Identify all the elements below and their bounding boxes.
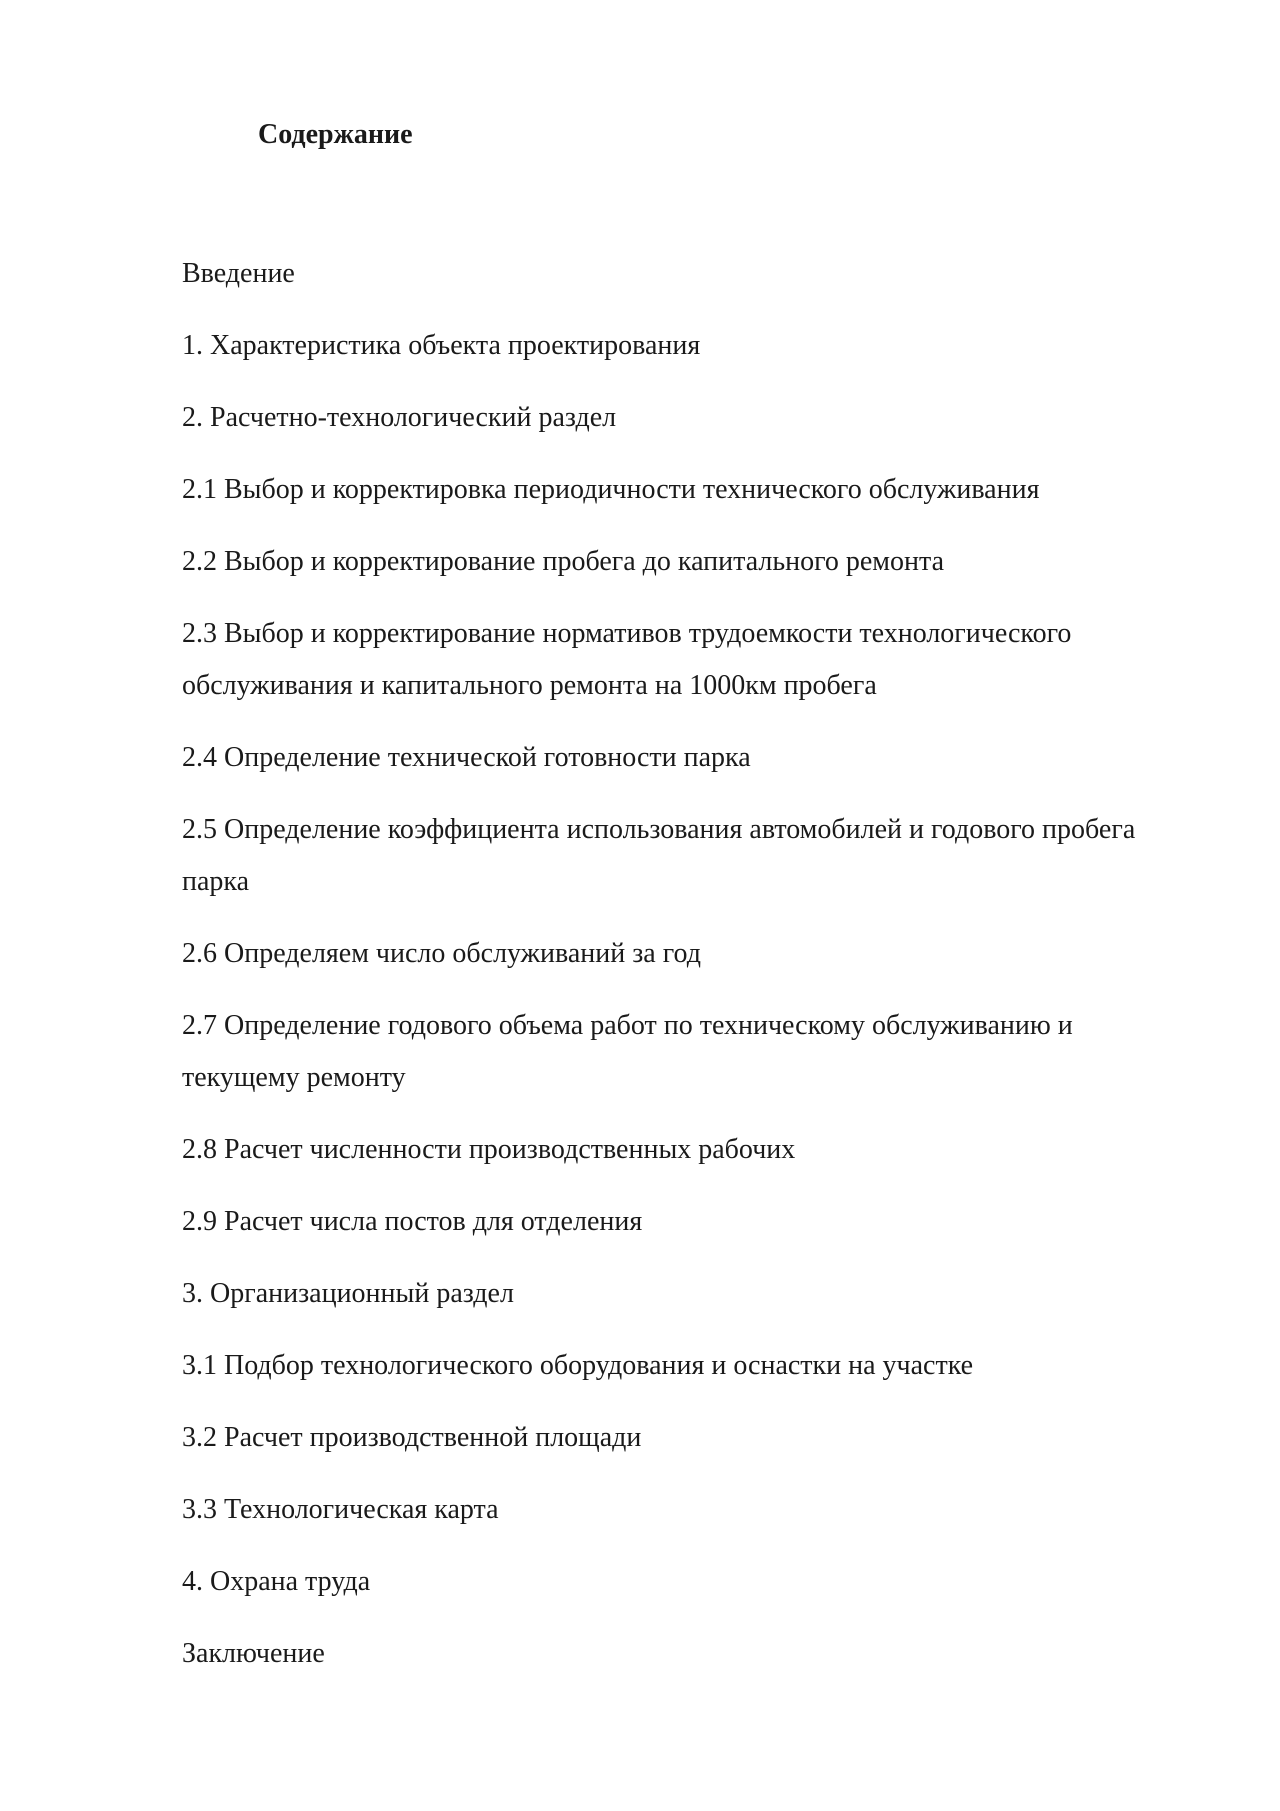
toc-item-introduction: Введение [182,258,295,289]
toc-item-conclusion: Заключение [182,1638,325,1669]
toc-item-3: 3. Организационный раздел [182,1278,514,1309]
toc-item-3-3: 3.3 Технологическая карта [182,1494,499,1525]
page-title: Содержание [258,119,413,150]
toc-item-1: 1. Характеристика объекта проектирования [182,330,701,361]
toc-item-3-2: 3.2 Расчет производственной площади [182,1422,642,1453]
toc-item-2-3: 2.3 Выбор и корректирование нормативов трудоемкости технологического обслуживания и капитального ремонта на 1000км пробега [182,618,1072,701]
toc-item-3-1: 3.1 Подбор технологического оборудования и оснастки на участке [182,1350,974,1381]
toc-item-2: 2. Расчетно-технологический раздел [182,402,617,433]
toc-item-2-1: 2.1 Выбор и корректировка периодичности технического обслуживания [182,474,1040,505]
toc-item-2-7: 2.7 Определение годового объема работ по техническому обслуживанию и текущему ремонту [182,1010,1073,1093]
toc-item-2-4: 2.4 Определение технической готовности парка [182,742,751,773]
table-of-contents [182,248,1152,1700]
toc-item-2-9: 2.9 Расчет числа постов для отделения [182,1206,643,1237]
toc-item-2-5: 2.5 Определение коэффициента использования автомобилей и годового пробега парка [182,814,1136,897]
toc-item-2-2: 2.2 Выбор и корректирование пробега до капитального ремонта [182,546,945,577]
toc-item-4: 4. Охрана труда [182,1566,371,1597]
toc-item-2-6: 2.6 Определяем число обслуживаний за год [182,938,701,969]
toc-item-2-8: 2.8 Расчет численности производственных рабочих [182,1134,796,1165]
